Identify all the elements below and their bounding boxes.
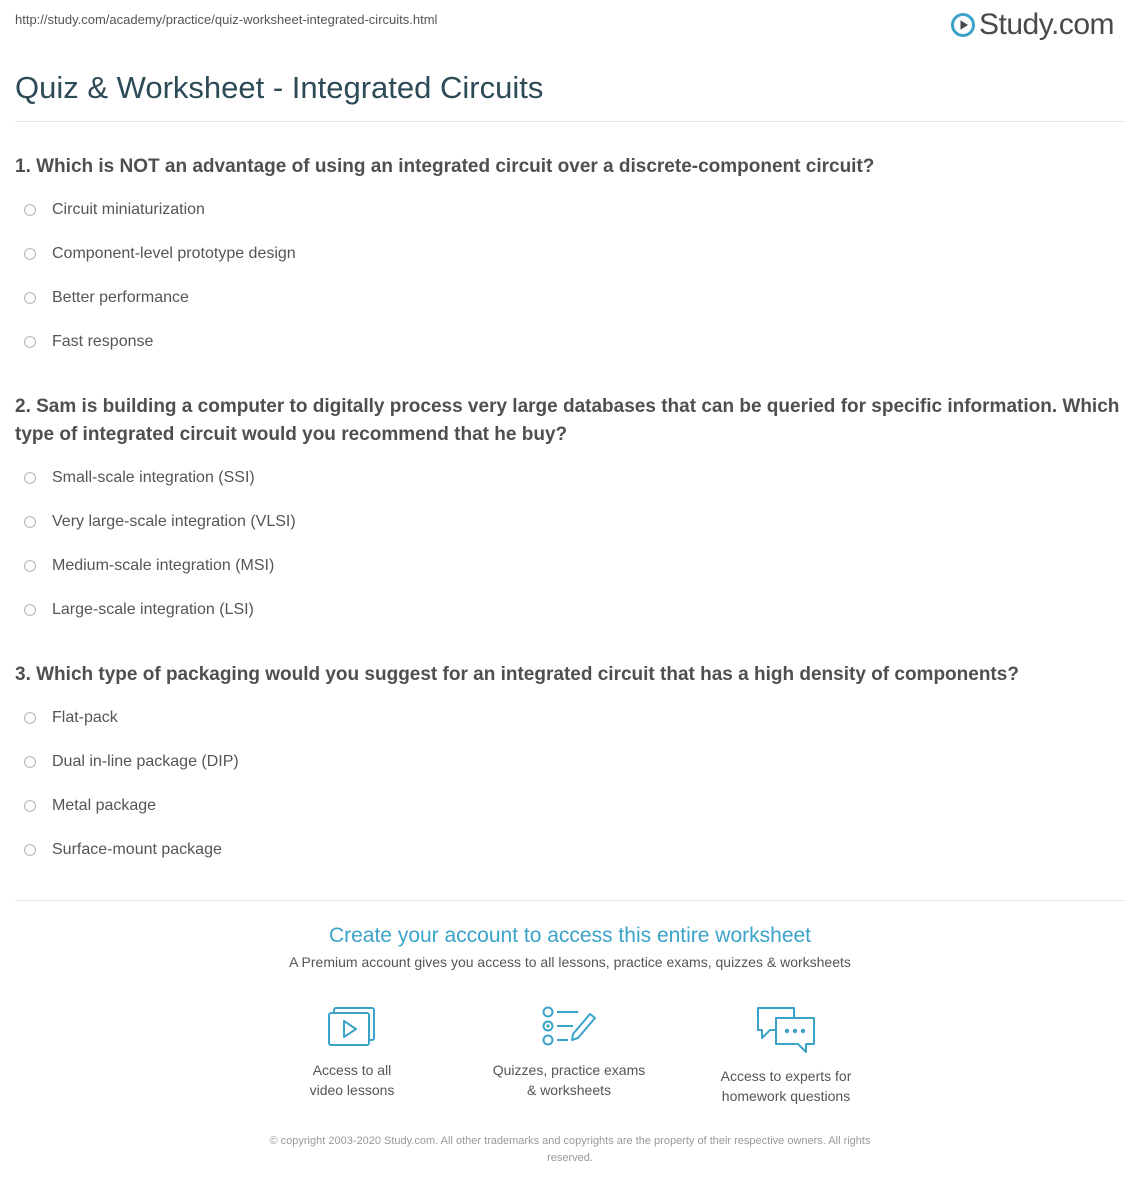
answer-option[interactable] [15,588,1125,632]
radio-button[interactable] [24,472,36,484]
copyright-line: © copyright 2003-2020 Study.com. All other trademarks and copyrights are the property of their respective owners. All rights [269,1135,871,1147]
feature-label [252,1060,452,1100]
answer-label: Dual in-line package (DIP) [52,753,239,770]
radio-button[interactable] [24,336,36,348]
answer-option[interactable] [15,740,1125,784]
answer-label: Surface-mount package [52,841,222,858]
copyright-line: reserved. [547,1152,593,1164]
feature-label-line: Quizzes, practice exams [492,1062,646,1078]
answer-option[interactable] [15,276,1125,320]
radio-button[interactable] [24,204,36,216]
answer-label: Metal package [52,797,157,814]
page-title: Quiz & Worksheet - Integrated Circuits [15,70,544,105]
promo-divider [15,900,1125,901]
play-circle-icon [951,13,975,37]
answer-option[interactable] [15,320,1125,364]
study-logo[interactable] [951,8,1114,42]
feature-label-line: Access to experts for [720,1068,852,1084]
answer-label: Component-level prototype design [52,245,296,262]
answer-label: Fast response [52,333,154,350]
feature-video-lessons [252,1004,452,1100]
radio-button[interactable] [24,560,36,572]
feature-label [469,1060,669,1100]
answer-option[interactable] [15,500,1125,544]
answer-label: Small-scale integration (SSI) [52,469,255,486]
radio-button[interactable] [24,604,36,616]
create-account-link[interactable]: Create your account to access this entire worksheet [328,924,812,947]
radio-button[interactable] [24,292,36,304]
copyright-notice [220,1133,920,1167]
question-3 [15,661,1125,872]
page-url[interactable]: http://study.com/academy/practice/quiz-worksheet-integrated-circuits.html [15,12,438,27]
feature-experts [686,1004,886,1106]
question-text: 3. Which type of packaging would you suggest for an integrated circuit that has a high density of components? [15,664,1019,685]
radio-button[interactable] [24,712,36,724]
logo-text: Study.com [979,8,1114,41]
feature-label-line: video lessons [309,1082,395,1098]
answer-label: Very large-scale integration (VLSI) [52,513,296,530]
answer-label: Flat-pack [52,709,118,726]
answer-option[interactable] [15,696,1125,740]
feature-label-line: homework questions [721,1088,851,1104]
answer-label: Circuit miniaturization [52,201,205,218]
answer-option[interactable] [15,784,1125,828]
radio-button[interactable] [24,516,36,528]
promo-subtitle: A Premium account gives you access to all lessons, practice exams, quizzes & worksheets [289,954,851,970]
question-1 [15,153,1125,364]
chat-bubbles-icon [754,1004,818,1056]
answer-option[interactable] [15,456,1125,500]
feature-label-line: & worksheets [526,1082,612,1098]
radio-button[interactable] [24,248,36,260]
feature-quizzes [469,1004,669,1100]
answer-option[interactable] [15,232,1125,276]
answer-option[interactable] [15,188,1125,232]
radio-button[interactable] [24,756,36,768]
question-text: 1. Which is NOT an advantage of using an integrated circuit over a discrete-component circuit? [15,156,875,177]
answer-list [15,188,1125,364]
radio-button[interactable] [24,800,36,812]
question-text: 2. Sam is building a computer to digitally process very large databases that can be queried for specific information. Which type of integrated circuit would you recommend that he buy? [15,396,1120,445]
answer-label: Large-scale integration (LSI) [52,601,254,618]
answer-list [15,696,1125,872]
answer-list [15,456,1125,632]
feature-label [686,1066,886,1106]
answer-label: Medium-scale integration (MSI) [52,557,275,574]
video-lessons-icon [324,1004,380,1050]
answer-option[interactable] [15,828,1125,872]
radio-button[interactable] [24,844,36,856]
answer-label: Better performance [52,289,189,306]
question-2 [15,393,1125,632]
answer-option[interactable] [15,544,1125,588]
quiz-checklist-icon [540,1004,598,1050]
title-divider [15,121,1125,122]
feature-label-line: Access to all [312,1062,392,1078]
